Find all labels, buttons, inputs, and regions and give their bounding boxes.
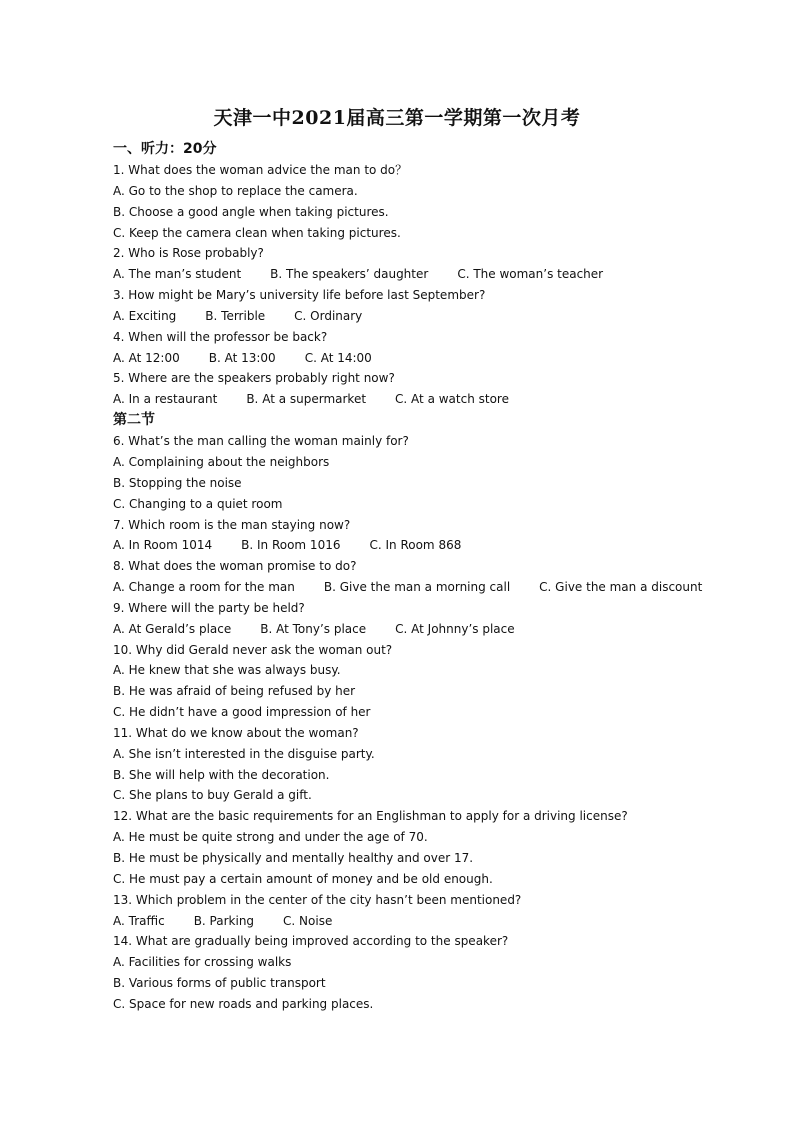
answer-option: A. In a restaurant [113, 392, 218, 407]
answer-option: A. In Room 1014 [113, 538, 213, 553]
answer-option: C. He must pay a certain amount of money and be old enough. [113, 871, 493, 886]
question-stem: 14. What are gradually being improved according to the speaker? [113, 934, 509, 949]
section-heading: 第二节 [113, 412, 155, 429]
answer-option: B. At 13:00 [208, 350, 276, 365]
answer-option: B. At a supermarket [246, 392, 367, 407]
question-stem: 7. Which room is the man staying now? [113, 517, 351, 532]
answer-option: C. Ordinary [294, 308, 363, 323]
option-row [113, 306, 773, 327]
answer-option: B. In Room 1016 [241, 538, 341, 553]
answer-option: C. Give the man a discount [539, 580, 703, 595]
answer-option: A. At 12:00 [113, 350, 180, 365]
answer-option: C. The woman’s teacher [457, 267, 604, 282]
answer-option: B. Stopping the noise [113, 475, 242, 490]
answer-option: C. In Room 868 [369, 538, 462, 553]
question-stem: 9. Where will the party be held? [113, 600, 305, 615]
answer-option: C. She plans to buy Gerald a gift. [113, 788, 312, 803]
question-stem: 12. What are the basic requirements for an Englishman to apply for a driving license? [113, 809, 628, 824]
option-row [113, 348, 773, 369]
answer-option: C. At 14:00 [304, 350, 372, 365]
question-stem: 3. How might be Mary’s university life before last September? [113, 288, 486, 303]
option-row [113, 911, 773, 932]
answer-option: A. Exciting [113, 308, 177, 323]
question-stem: 2. Who is Rose probably? [113, 246, 264, 261]
answer-option: A. He knew that she was always busy. [113, 663, 341, 678]
question-stem: 13. Which problem in the center of the city hasn’t been mentioned? [113, 892, 522, 907]
answer-option: C. Space for new roads and parking places. [113, 996, 374, 1011]
question-stem: 8. What does the woman promise to do? [113, 559, 357, 574]
option-row [113, 264, 773, 285]
option-row [113, 535, 773, 556]
answer-option: A. Facilities for crossing walks [113, 955, 292, 970]
answer-option: A. Go to the shop to replace the camera. [113, 183, 358, 198]
exam-content [113, 138, 773, 1015]
answer-option: B. At Tony’s place [260, 621, 367, 636]
exam-title: 天津一中2021届高三第一学期第一次月考 [213, 107, 581, 129]
answer-option: C. He didn’t have a good impression of her [113, 705, 371, 720]
answer-option: C. Noise [283, 913, 333, 928]
question-stem: 5. Where are the speakers probably right now? [113, 371, 395, 386]
answer-option: C. Changing to a quiet room [113, 496, 283, 511]
answer-option: B. He was afraid of being refused by her [113, 684, 356, 699]
answer-option: A. Complaining about the neighbors [113, 454, 330, 469]
answer-option: A. He must be quite strong and under the age of 70. [113, 830, 428, 845]
question-stem: 1. What does the woman advice the man to do？ [113, 163, 408, 177]
answer-option: B. Parking [193, 913, 255, 928]
answer-option: B. Choose a good angle when taking pictures. [113, 204, 389, 219]
answer-option: B. Various forms of public transport [113, 976, 326, 991]
option-row [113, 577, 773, 598]
question-stem: 4. When will the professor be back? [113, 329, 328, 344]
answer-option: B. She will help with the decoration. [113, 767, 330, 782]
option-row [113, 389, 773, 410]
answer-option: B. Terrible [205, 308, 266, 323]
answer-option: A. She isn’t interested in the disguise party. [113, 746, 375, 761]
answer-option: C. At Johnny’s place [395, 621, 515, 636]
answer-option: B. Give the man a morning call [323, 580, 511, 595]
question-stem: 6. What’s the man calling the woman mainly for? [113, 434, 409, 449]
answer-option: A. Traffic [113, 913, 165, 928]
option-row [113, 619, 773, 640]
section-heading: 一、听力：20分 [113, 141, 217, 157]
answer-option: B. The speakers’ daughter [270, 267, 429, 282]
question-stem: 10. Why did Gerald never ask the woman out? [113, 642, 393, 657]
question-stem: 11. What do we know about the woman? [113, 725, 359, 740]
answer-option: C. Keep the camera clean when taking pictures. [113, 225, 401, 240]
answer-option: C. At a watch store [395, 392, 509, 407]
answer-option: A. Change a room for the man [113, 580, 295, 595]
answer-option: B. He must be physically and mentally healthy and over 17. [113, 851, 474, 865]
answer-option: A. The man’s student [113, 267, 242, 282]
answer-option: A. At Gerald’s place [113, 621, 232, 636]
